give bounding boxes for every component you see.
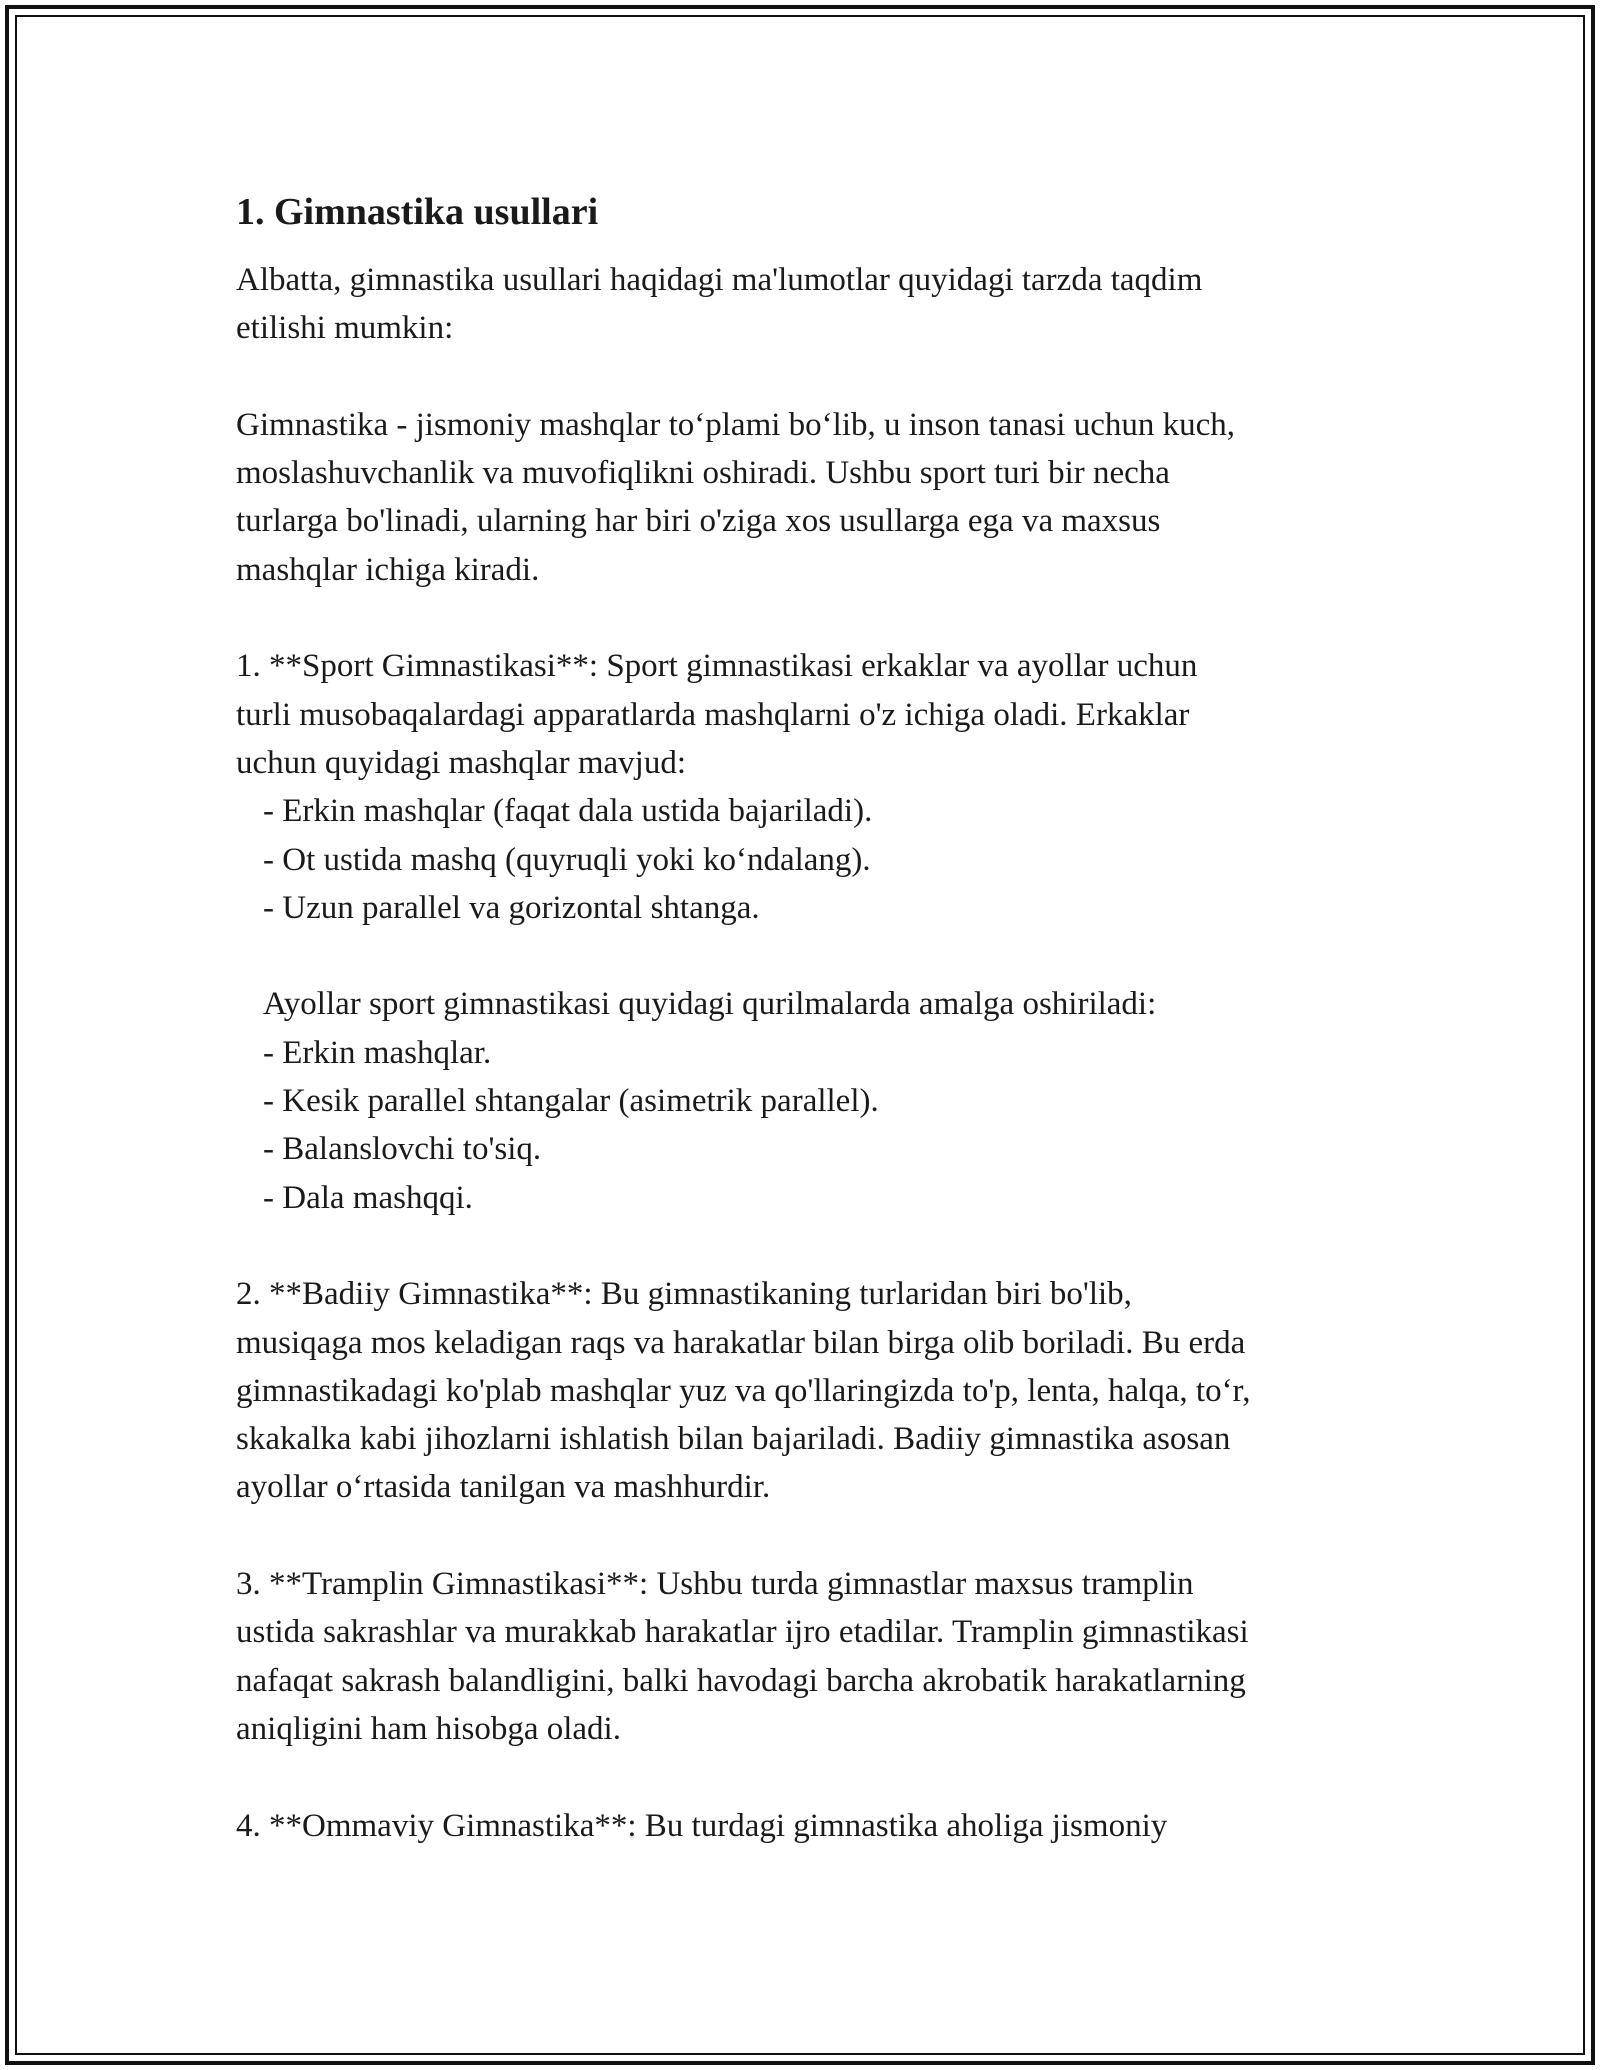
text-line: turli musobaqalardagi apparatlarda mashqlarni o'z ichiga oladi. Erkaklar	[236, 696, 1190, 733]
text-line: 3. **Tramplin Gimnastikasi**: Ushbu turda gimnastlar maxsus tramplin	[236, 1566, 1194, 1603]
text-line: etilishi mumkin:	[236, 310, 454, 347]
document-body	[236, 186, 1396, 1850]
text-line: 2. **Badiiy Gimnastika**: Bu gimnastikaning turlaridan biri bo'lib,	[236, 1276, 1132, 1313]
section-mass-gymnastics	[236, 1802, 1396, 1850]
text-line: 4. **Ommaviy Gimnastika**: Bu turdagi gimnastika aholiga jismoniy	[236, 1807, 1168, 1844]
text-line: nafaqat sakrash balandligini, balki havodagi barcha akrobatik harakatlarning	[236, 1662, 1246, 1699]
text-line: gimnastikadagi ko'plab mashqlar yuz va qo'llaringizda to'p, lenta, halqa, to‘r,	[236, 1372, 1251, 1409]
section-sport-gymnastics	[236, 642, 1396, 1222]
blank-line	[236, 932, 1396, 980]
blank-line	[236, 594, 1396, 642]
text-line: moslashuvchanlik va muvofiqlikni oshiradi. Ushbu sport turi bir necha	[236, 455, 1170, 492]
list-item: - Ot ustida mashq (quyruqli yoki ko‘ndalang).	[263, 841, 871, 878]
text-line: aniqligini ham hisobga oladi.	[236, 1710, 621, 1747]
text-line: skakalka kabi jihozlarni ishlatish bilan bajariladi. Badiiy gimnastika asosan	[236, 1421, 1231, 1458]
paragraph-gymnastics-definition	[236, 401, 1396, 594]
list-item: - Kesik parallel shtangalar (asimetrik parallel).	[263, 1083, 879, 1120]
blank-line	[236, 1512, 1396, 1560]
section-trampoline-gymnastics	[236, 1560, 1396, 1753]
text-line: mashqlar ichiga kiradi.	[236, 551, 540, 588]
text-line: Albatta, gimnastika usullari haqidagi ma'lumotlar quyidagi tarzda taqdim	[236, 262, 1203, 298]
section-rhythmic-gymnastics	[236, 1270, 1396, 1511]
text-line: ayollar o‘rtasida tanilgan va mashhurdir.	[236, 1469, 771, 1506]
list-item: - Uzun parallel va gorizontal shtanga.	[263, 889, 760, 926]
list-item: - Dala mashqqi.	[263, 1179, 473, 1216]
text-line: musiqaga mos keladigan raqs va harakatlar bilan birga olib boriladi. Bu erda	[236, 1324, 1246, 1361]
list-item: - Erkin mashqlar (faqat dala ustida bajariladi).	[263, 793, 873, 830]
text-line: 1. **Sport Gimnastikasi**: Sport gimnastikasi erkaklar va ayollar uchun	[236, 648, 1198, 685]
blank-line	[236, 1222, 1396, 1270]
text-line: Gimnastika - jismoniy mashqlar to‘plami bo‘lib, u inson tanasi uchun kuch,	[236, 406, 1236, 443]
text-line: turlarga bo'linadi, ularning har biri o'ziga xos usullarga ega va maxsus	[236, 503, 1161, 540]
women-intro: Ayollar sport gimnastikasi quyidagi qurilmalarda amalga oshiriladi:	[263, 986, 1157, 1023]
list-item: - Erkin mashqlar.	[263, 1034, 492, 1071]
intro-paragraph	[236, 256, 1396, 353]
blank-line	[236, 353, 1396, 401]
text-line: ustida sakrashlar va murakkab harakatlar ijro etadilar. Tramplin gimnastikasi	[236, 1614, 1249, 1651]
list-item: - Balanslovchi to'siq.	[263, 1131, 542, 1168]
document-heading: 1. Gimnastika usullari	[236, 191, 599, 233]
text-line: uchun quyidagi mashqlar mavjud:	[236, 744, 686, 781]
blank-line	[236, 1753, 1396, 1801]
